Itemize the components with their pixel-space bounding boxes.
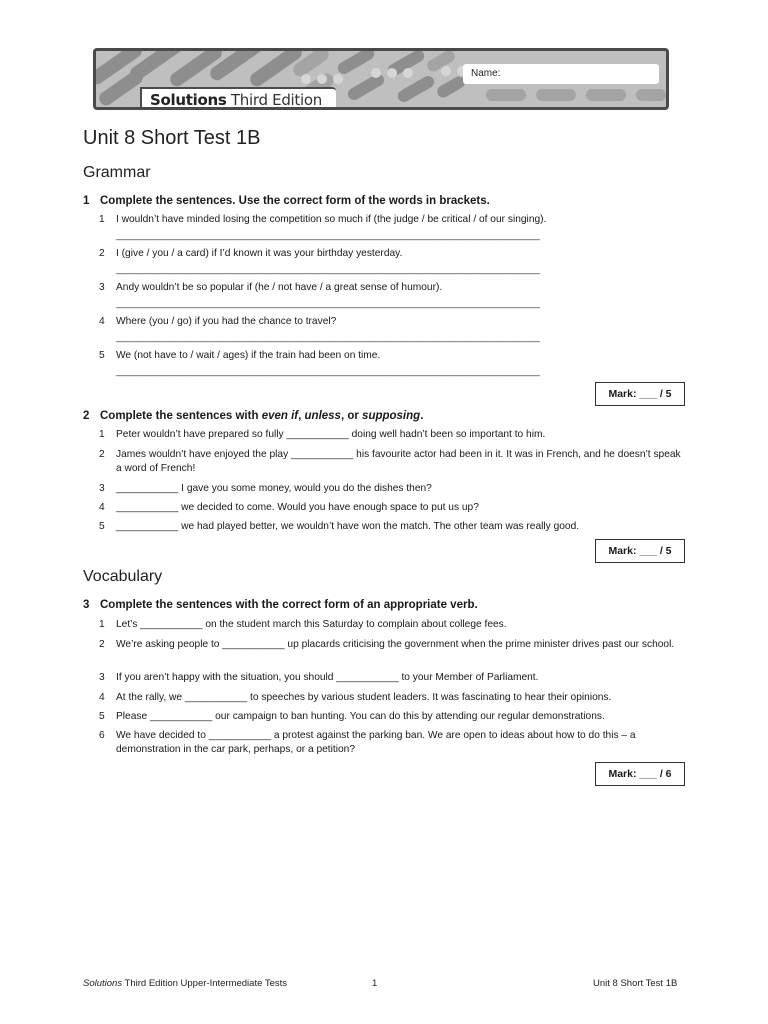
separator: ,	[298, 410, 305, 422]
header-banner	[93, 48, 669, 110]
item-number: 2	[99, 449, 105, 460]
item-text: Please ___________ our campaign to ban hunting. You can do this by attending our regular demonstrations.	[116, 711, 605, 722]
name-label: Name:	[471, 68, 501, 79]
section-heading-vocabulary: Vocabulary	[83, 568, 163, 585]
footer-unit-title: Unit 8 Short Test 1B	[593, 978, 678, 989]
item-number: 1	[99, 619, 105, 630]
item-text: Andy wouldn’t be so popular if (he / not have / a great sense of humour).	[116, 282, 443, 293]
instruction-end: .	[420, 410, 424, 422]
item-number: 4	[99, 316, 105, 327]
keyword-supposing: supposing	[362, 410, 421, 422]
section-heading-grammar: Grammar	[83, 164, 151, 181]
footer-book-title	[83, 978, 287, 989]
mark-box[interactable]: Mark: ___ / 6	[595, 762, 685, 786]
item-text: At the rally, we ___________ to speeches by various student leaders. It was fascinating to hear their opinions.	[116, 692, 612, 703]
question-2-heading	[83, 410, 423, 422]
answer-line[interactable]: _______________________________________________________________________________	[116, 264, 540, 275]
question-number: 3	[83, 599, 90, 611]
footer-series-name: Solutions	[83, 978, 123, 989]
mark-box[interactable]: Mark: ___ / 5	[595, 382, 685, 406]
item-text: James wouldn’t have enjoyed the play ___________ his favourite actor had been in it. It was in French, and he doesn’t speak a word of French!	[116, 449, 681, 474]
keyword-even-if: even if	[261, 410, 299, 422]
item-text: ___________ we decided to come. Would you have enough space to put us up?	[116, 502, 479, 513]
answer-line[interactable]: _______________________________________________________________________________	[116, 332, 540, 343]
item-number: 3	[99, 672, 105, 683]
question-instruction: Complete the sentences. Use the correct form of the words in brackets.	[100, 195, 490, 207]
item-number: 3	[99, 483, 105, 494]
item-number: 5	[99, 350, 105, 361]
item-text: We’re asking people to ___________ up placards criticising the government when the prime minister drives past our school.	[116, 639, 675, 650]
item-number: 5	[99, 521, 105, 532]
item-text: If you aren’t happy with the situation, you should ___________ to your Member of Parliament.	[116, 672, 539, 683]
item-number: 1	[99, 429, 105, 440]
item-number: 4	[99, 692, 105, 703]
separator: , or	[340, 410, 363, 422]
answer-line[interactable]: _______________________________________________________________________________	[116, 298, 540, 309]
question-number: 2	[83, 410, 90, 422]
item-text: Where (you / go) if you had the chance to travel?	[116, 316, 337, 327]
item-number: 2	[99, 248, 105, 259]
keyword-unless: unless	[304, 410, 341, 422]
question-number: 1	[83, 195, 90, 207]
item-text: ___________ we had played better, we wouldn’t have won the match. The other team was really good.	[116, 521, 580, 532]
question-instruction: Complete the sentences with	[100, 410, 262, 422]
answer-line[interactable]: _______________________________________________________________________________	[116, 366, 540, 377]
page-title: Unit 8 Short Test 1B	[83, 127, 261, 149]
answer-line[interactable]: _______________________________________________________________________________	[116, 230, 540, 241]
question-1-heading	[83, 195, 490, 207]
footer-page-number: 1	[372, 978, 378, 989]
item-number: 5	[99, 711, 105, 722]
item-number: 6	[99, 730, 105, 741]
item-text: I (give / you / a card) if I’d known it was your birthday yesterday.	[116, 248, 403, 259]
item-text: Peter wouldn’t have prepared so fully ___________ doing well hadn’t been so important to him.	[116, 429, 546, 440]
item-number: 2	[99, 639, 105, 650]
question-instruction: Complete the sentences with the correct form of an appropriate verb.	[100, 599, 478, 611]
item-number: 1	[99, 214, 105, 225]
name-field[interactable]	[463, 64, 659, 84]
brand-name-edition: Third Edition	[226, 91, 322, 109]
item-number: 3	[99, 282, 105, 293]
item-text: We (not have to / wait / ages) if the train had been on time.	[116, 350, 381, 361]
brand-name-bold: Solutions	[150, 91, 227, 109]
item-text: ___________ I gave you some money, would you do the dishes then?	[116, 483, 432, 494]
mark-box[interactable]: Mark: ___ / 5	[595, 539, 685, 563]
footer-book-subtitle: Third Edition Upper-Intermediate Tests	[122, 978, 288, 989]
item-number: 4	[99, 502, 105, 513]
item-text: I wouldn’t have minded losing the competition so much if (the judge / be critical / of our singing).	[116, 214, 547, 225]
brand-logo	[140, 87, 336, 110]
question-3-heading	[83, 599, 478, 611]
item-text: We have decided to ___________ a protest against the parking ban. We are open to ideas about how to do this – a demonstration in the car park, perhaps, or a petition?	[116, 730, 636, 755]
item-text: Let’s ___________ on the student march this Saturday to complain about college fees.	[116, 619, 507, 630]
